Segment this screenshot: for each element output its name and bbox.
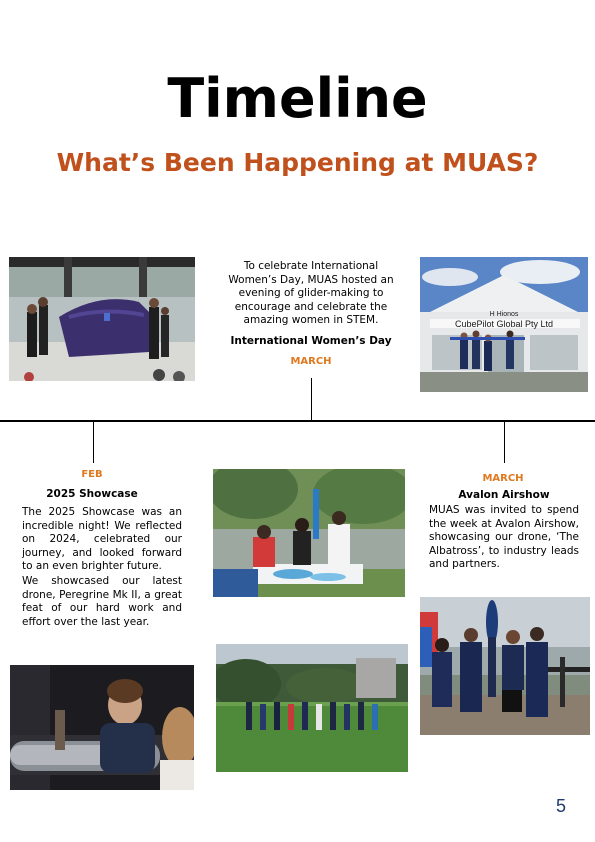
showcase-title: 2025 Showcase (46, 488, 138, 500)
airshow-title: Avalon Airshow (458, 489, 550, 501)
timeline-tick-womens-day (311, 378, 312, 421)
womens-day-month: MARCH (290, 356, 332, 367)
womens-day-description: To celebrate International Women’s Day, MUAS hosted an evening of glider-making to encourage and celebrate the amazing women in STEM. (228, 260, 394, 326)
page-title: Timeline (167, 67, 428, 130)
timeline-axis (0, 420, 595, 422)
airshow-month: MARCH (482, 473, 524, 484)
timeline-tick-showcase (93, 421, 94, 463)
page-subtitle: What’s Been Happening at MUAS? (56, 148, 539, 177)
page-number: 5 (556, 796, 567, 816)
hangar-sign-text: H Hionos (489, 311, 519, 318)
photo-glider-making (213, 469, 405, 597)
hangar-banner-text: CubePilot Global Pty Ltd (454, 319, 554, 329)
showcase-month: FEB (81, 469, 103, 480)
photo-avalon-team (420, 597, 590, 735)
photo-team-field (216, 644, 408, 772)
photo-showcase-presenter (10, 665, 194, 790)
showcase-description-2: We showcased our latest drone, Peregrine Mk II, a great feat of our hard work and effort over the last year. (22, 575, 182, 628)
showcase-description-1: The 2025 Showcase was an incredible night! We reflected on 2024, celebrated our journey, and looked forward to an even brighter future. (22, 506, 182, 572)
timeline-tick-airshow (504, 421, 505, 463)
photo-avalon-hangar (420, 257, 588, 392)
airshow-description: MUAS was invited to spend the week at Avalon Airshow, showcasing our drone, ‘The Albatross’, to industry leads and partners. (429, 504, 579, 570)
photo-showcase-unveiling (9, 257, 195, 381)
womens-day-title: International Women’s Day (230, 335, 392, 347)
